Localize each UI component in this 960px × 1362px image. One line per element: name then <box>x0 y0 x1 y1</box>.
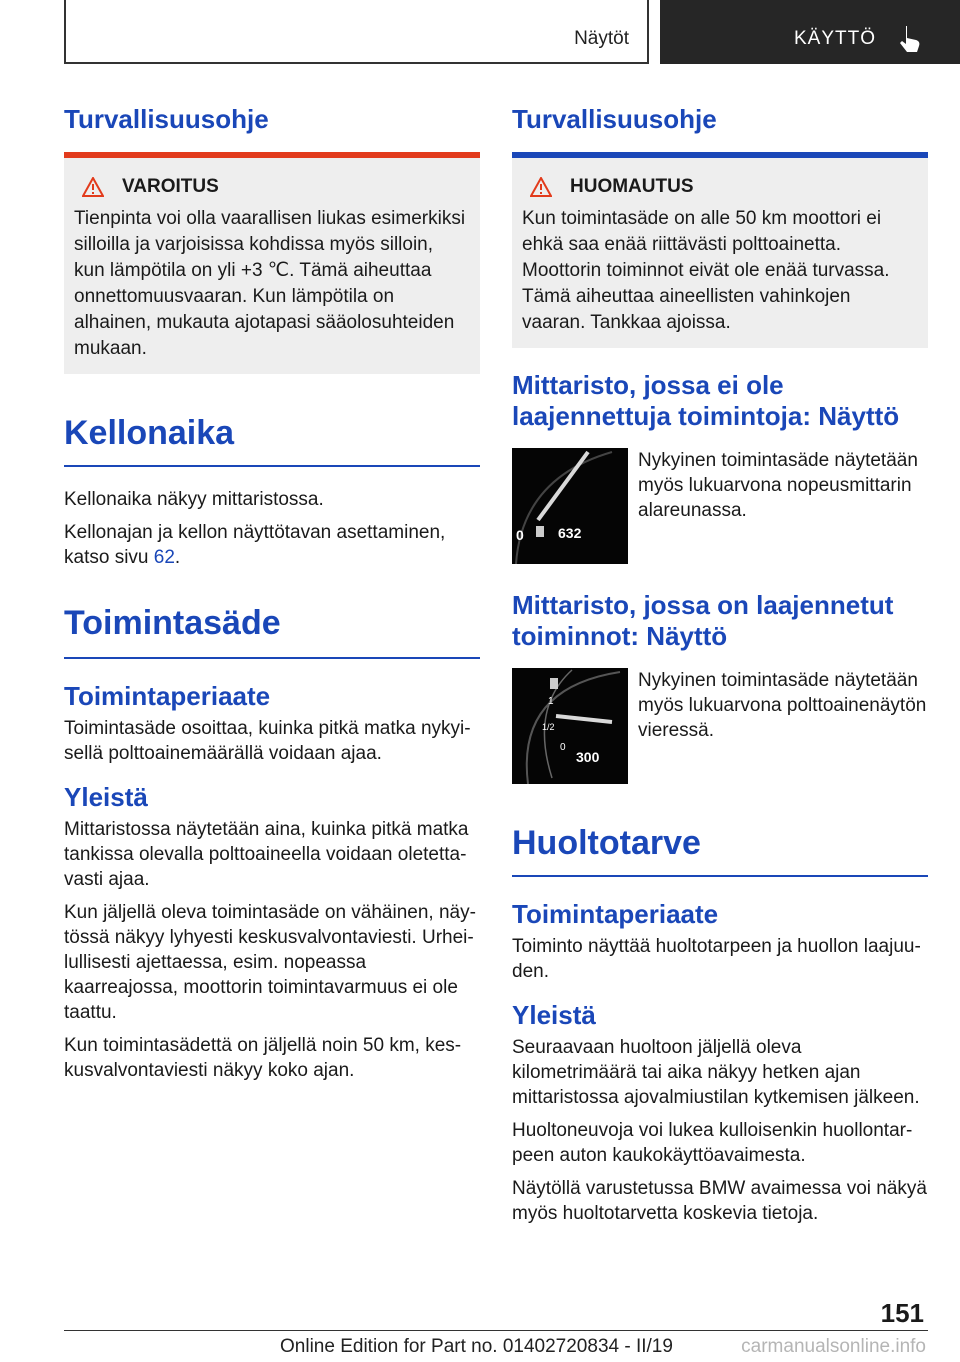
cluster1-heading: Mittaristo, jossa ei ole laajennettuja toimintoja: Näyttö <box>512 370 900 431</box>
range-general-text-2: Kun jäljellä oleva toimintasäde on vähäinen, näytössä näkyy lyhyesti keskusvalvontaviesti. Urheilullisesti ajettaessa, esim. nopeassa kaarreajossa, moottorin toimintavarmuus ei ole taattu. <box>64 902 476 1023</box>
range-general-text-3: Kun toimintasädettä on jäljellä noin 50 km, keskusvalvontaviesti näkyy koko ajan. <box>64 1035 462 1081</box>
warning-title-text: VAROITUS <box>122 176 219 197</box>
service-general-text-2: Huoltoneuvoja voi lukea kulloisenkin huollontarpeen auton kaukokäyttöavaimesta. <box>512 1120 913 1166</box>
service-rule <box>512 875 928 877</box>
right-column <box>512 104 928 1234</box>
range-heading: Toimintasäde <box>64 604 281 642</box>
notice-title <box>522 176 916 198</box>
warning-text: Tienpinta voi olla vaarallisen liukas esimerkiksi silloilla ja varjoisissa kohdissa myös silloin, kun lämpötila on yli +3 ℃. Tämä aiheuttaa onnettomuusvaaran. Kun lämpötila on alhainen, mukauta ajotapasi sääolosuhteiden mukaan. <box>74 208 466 359</box>
cluster2-range-value: 300 <box>576 749 600 765</box>
safety-heading-right: Turvallisuusohje <box>512 104 717 134</box>
range-principle-heading: Toimintaperiaate <box>64 681 271 711</box>
cluster1-range-value: 632 <box>558 525 582 541</box>
cluster-basic-image <box>512 448 628 564</box>
clock-text-2: Kellonajan ja kellon näyttötavan asettaminen, katso sivu 62. <box>64 522 446 568</box>
footer-watermark: carmanualsonline.info <box>741 1336 926 1357</box>
notice-triangle-icon <box>530 177 552 197</box>
notice-bar <box>512 152 928 158</box>
page-number: 151 <box>880 1298 924 1328</box>
hand-pointer-icon <box>897 24 923 54</box>
safety-heading-left: Turvallisuusohje <box>64 104 269 134</box>
left-column <box>64 104 480 1091</box>
cluster2-zero-label: 0 <box>560 742 566 753</box>
header-section-box <box>64 0 649 64</box>
cluster2-full-label: 1 <box>548 696 554 707</box>
cluster-extended-image <box>512 668 628 784</box>
service-principle-heading: Toimintaperiaate <box>512 899 719 929</box>
notice-box <box>512 152 928 348</box>
footer-rule <box>64 1330 928 1331</box>
range-general-text-1: Mittaristossa näytetään aina, kuinka pitkä matka tankissa olevalla polttoaineella voidaan oletettavasti ajaa. <box>64 819 469 890</box>
warning-title <box>74 176 468 198</box>
notice-title-text: HUOMAUTUS <box>570 176 694 197</box>
range-rule <box>64 657 480 659</box>
clock-text-1: Kellonaika näkyy mittaristossa. <box>64 489 324 510</box>
cluster1-row <box>512 448 928 564</box>
notice-text: Kun toimintasäde on alle 50 km moottori ei ehkä saa enää riittävästi polttoainetta. Moottorin toiminnot eivät ole enää turvassa. Tämä aiheuttaa aineellisten vahinkojen vaaran. Tankkaa ajoissa. <box>522 208 890 333</box>
warning-triangle-icon <box>82 177 104 197</box>
cluster1-zero-label: 0 <box>516 527 524 543</box>
cluster2-text: Nykyinen toimintasäde näytetään myös lukuarvona polttoainenäytön vieressä. <box>638 670 927 741</box>
warning-box <box>64 152 480 374</box>
cluster2-half-label: 1/2 <box>542 722 555 732</box>
service-principle-text: Toiminto näyttää huoltotarpeen ja huollon laajuuden. <box>512 936 921 982</box>
clock-rule <box>64 465 480 467</box>
service-heading: Huoltotarve <box>512 824 701 862</box>
service-general-text-3: Näytöllä varustetussa BMW avaimessa voi näkyä myös huoltotarvetta koskevia tietoja. <box>512 1178 927 1224</box>
cluster2-row <box>512 668 928 784</box>
footer-edition: Online Edition for Part no. 01402720834 - II/19 <box>280 1336 673 1357</box>
header-chapter-box <box>660 0 960 64</box>
range-principle-text: Toimintasäde osoittaa, kuinka pitkä matka nykyisellä polttoainemäärällä voidaan ajaa. <box>64 718 471 764</box>
service-general-heading: Yleistä <box>512 1000 596 1030</box>
page-link-62[interactable]: 62 <box>153 547 175 568</box>
header-chapter-title: KÄYTTÖ <box>794 28 877 49</box>
cluster2-heading: Mittaristo, jossa on laajennetut toiminnot: Näyttö <box>512 590 894 651</box>
service-general-text-1: Seuraavaan huoltoon jäljellä oleva kilometrimäärä tai aika näkyy hetken ajan mittaristossa ajovalmiustilan kytkemisen jälkeen. <box>512 1037 920 1108</box>
warning-bar <box>64 152 480 158</box>
range-general-heading: Yleistä <box>64 782 148 812</box>
clock-heading: Kellonaika <box>64 414 235 452</box>
cluster1-text: Nykyinen toimintasäde näytetään myös lukuarvona nopeusmittarin alareunassa. <box>638 450 918 521</box>
header-section-title: Näytöt <box>574 28 629 49</box>
